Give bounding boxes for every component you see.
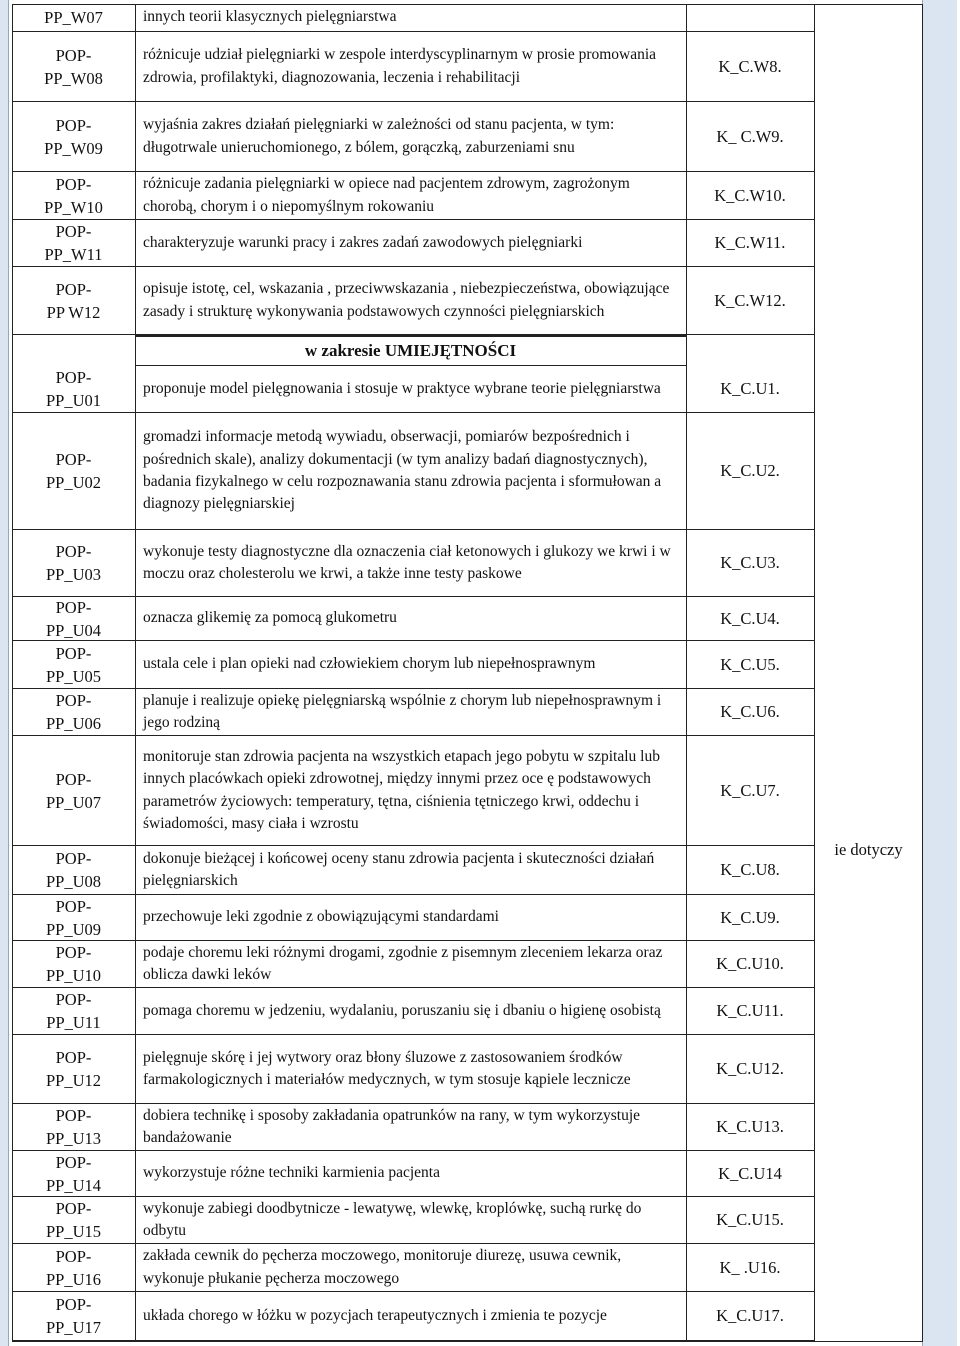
row-code: POP- PP_U16 (12, 1244, 135, 1292)
row-description: monitoruje stan zdrowia pacjenta na wszystkich etapach jego pobytu w szpitalu lub innych placówkach opieki zdrowotnej, między innymi przez oce ę podstawowych parametrów życiowych: temperatury, tętna, ciśnienia tętniczego krwi, oddechu i świadomości, masy ciała i wzrostu (135, 736, 686, 846)
row-reference: K_C.U10. (686, 941, 814, 988)
column-divider (922, 4, 923, 1342)
row-reference: K_C.U9. (686, 895, 814, 941)
row-code: POP- PP_U12 (12, 1035, 135, 1104)
row-code: POP- PP_U17 (12, 1292, 135, 1341)
row-reference: K_C.U3. (686, 530, 814, 597)
row-reference: K_C.W8. (686, 32, 814, 102)
row-code: POP- PP_U01 (12, 366, 135, 413)
row-code: POP- PP_W10 (12, 172, 135, 220)
row-code: POP- PP_U06 (12, 689, 135, 736)
row-description: opisuje istotę, cel, wskazania , przeciwwskazania , niebezpieczeństwa, obowiązujące zasady i strukturę wykonywania podstawowych czynności pielęgniarskich (135, 267, 686, 335)
row-description: planuje i realizuje opiekę pielęgniarską wspólnie z chorym lub niepełnosprawnym i jego rodziną (135, 689, 686, 736)
row-description: różnicuje udział pielęgniarki w zespole interdyscyplinarnym w prosie promowania zdrowia, profilaktyki, diagnozowania, leczenia i rehabilitacji (135, 32, 686, 102)
row-code: POP- PP_U05 (12, 641, 135, 689)
row-code: POP- PP_U08 (12, 846, 135, 895)
row-reference: K_C.W12. (686, 267, 814, 335)
row-description: ustala cele i plan opieki nad człowiekiem chorym lub niepełnosprawnym (135, 641, 686, 689)
row-reference: K_ .U16. (686, 1244, 814, 1292)
row-code: POP- PP_U09 (12, 895, 135, 941)
row-code: POP- PP_U03 (12, 530, 135, 597)
row-code: POP- PP_U02 (12, 413, 135, 530)
row-description: wykonuje testy diagnostyczne dla oznaczenia ciał ketonowych i glukozy we krwi i w moczu oraz cholesterolu we krwi, a także inne testy paskowe (135, 530, 686, 597)
row-code: POP- PP_U07 (12, 736, 135, 846)
row-reference: K_C.W11. (686, 220, 814, 267)
row-reference: K_C.U1. (686, 366, 814, 413)
row-reference: K_C.U12. (686, 1035, 814, 1104)
row-code: POP- PP W12 (12, 267, 135, 335)
section-heading-skills: w zakresie UMIEJĘTNOŚCI (135, 335, 686, 366)
row-reference: K_ C.W9. (686, 102, 814, 172)
row-description: przechowuje leki zgodnie z obowiązującymi standardami (135, 895, 686, 941)
row-code: POP- PP_U13 (12, 1104, 135, 1151)
row-description: wykonuje zabiegi doodbytnicze - lewatywę, wlewkę, kroplówkę, suchą rurkę do odbytu (135, 1197, 686, 1244)
row-code: POP- PP_W08 (12, 32, 135, 102)
row-code: POP- PP_W09 (12, 102, 135, 172)
row-description: podaje choremu leki różnymi drogami, zgodnie z pisemnym zleceniem lekarza oraz oblicza dawki leków (135, 941, 686, 988)
row-reference: K_C.U4. (686, 597, 814, 641)
row-description: dokonuje bieżącej i końcowej oceny stanu zdrowia pacjenta i skuteczności działań pielęgniarskich (135, 846, 686, 895)
row-description: zakłada cewnik do pęcherza moczowego, monitoruje diurezę, usuwa cewnik, wykonuje płukanie pęcherza moczowego (135, 1244, 686, 1292)
row-description: wykorzystuje różne techniki karmienia pacjenta (135, 1151, 686, 1197)
row-reference: K_C.U5. (686, 641, 814, 689)
row-code: POP- PP_U10 (12, 941, 135, 988)
row-reference: K_C.U15. (686, 1197, 814, 1244)
row-description: innych teorii klasycznych pielęgniarstwa (135, 4, 686, 32)
row-description: proponuje model pielęgnowania i stosuje w praktyce wybrane teorie pielęgniarstwa (135, 366, 686, 413)
row-description: pomaga choremu w jedzeniu, wydalaniu, poruszaniu się i dbaniu o higienę osobistą (135, 988, 686, 1035)
row-description: wyjaśnia zakres działań pielęgniarki w zależności od stanu pacjenta, w tym: długotrwale unieruchomionego, z bólem, gorączką, zaburzeniami snu (135, 102, 686, 172)
row-description: układa chorego w łóżku w pozycjach terapeutycznych i zmienia te pozycje (135, 1292, 686, 1341)
row-reference (686, 4, 814, 32)
column-divider (814, 4, 815, 1342)
row-reference: K_C.U14 (686, 1151, 814, 1197)
row-code: PP_W07 (12, 4, 135, 32)
row-description: dobiera technikę i sposoby zakładania opatrunków na rany, w tym wykorzystuje bandażowanie (135, 1104, 686, 1151)
row-description: charakteryzuje warunki pracy i zakres zadań zawodowych pielęgniarki (135, 220, 686, 267)
row-code: POP- PP_U11 (12, 988, 135, 1035)
row-description: gromadzi informacje metodą wywiadu, obserwacji, pomiarów bezpośrednich i pośrednich skale), analizy dokumentacji (w tym analizy badań diagnostycznych), badania fizykalnego w celu rozpoznawania stanu zdrowia pacjenta i sformułowan a diagnozy pielęgniarskiej (135, 413, 686, 530)
row-description: pielęgnuje skórę i jej wytwory oraz błony śluzowe z zastosowaniem środków farmakologicznych i materiałów medycznych, w tym stosuje kąpiele lecznicze (135, 1035, 686, 1104)
row-reference: K_C.U13. (686, 1104, 814, 1151)
right-margin-band (922, 0, 957, 1346)
row-reference: K_C.U6. (686, 689, 814, 736)
not-applicable-note: ie dotyczy (834, 840, 903, 859)
row-reference: K_C.U11. (686, 988, 814, 1035)
left-margin-band (0, 0, 9, 1346)
row-description: oznacza glikemię za pomocą glukometru (135, 597, 686, 641)
row-code: POP- PP_U15 (12, 1197, 135, 1244)
row-description: różnicuje zadania pielęgniarki w opiece nad pacjentem zdrowym, zagrożonym chorobą, chorym i o niepomyślnym rokowaniu (135, 172, 686, 220)
row-reference: K_C.U17. (686, 1292, 814, 1341)
row-code: POP- PP_U14 (12, 1151, 135, 1197)
row-reference: K_C.U2. (686, 413, 814, 530)
row-reference: K_C.U8. (686, 846, 814, 895)
table-bottom-border (12, 1341, 922, 1342)
row-reference: K_C.W10. (686, 172, 814, 220)
row-reference: K_C.U7. (686, 736, 814, 846)
row-code: POP- PP_U04 (12, 597, 135, 641)
row-code: POP- PP_W11 (12, 220, 135, 267)
